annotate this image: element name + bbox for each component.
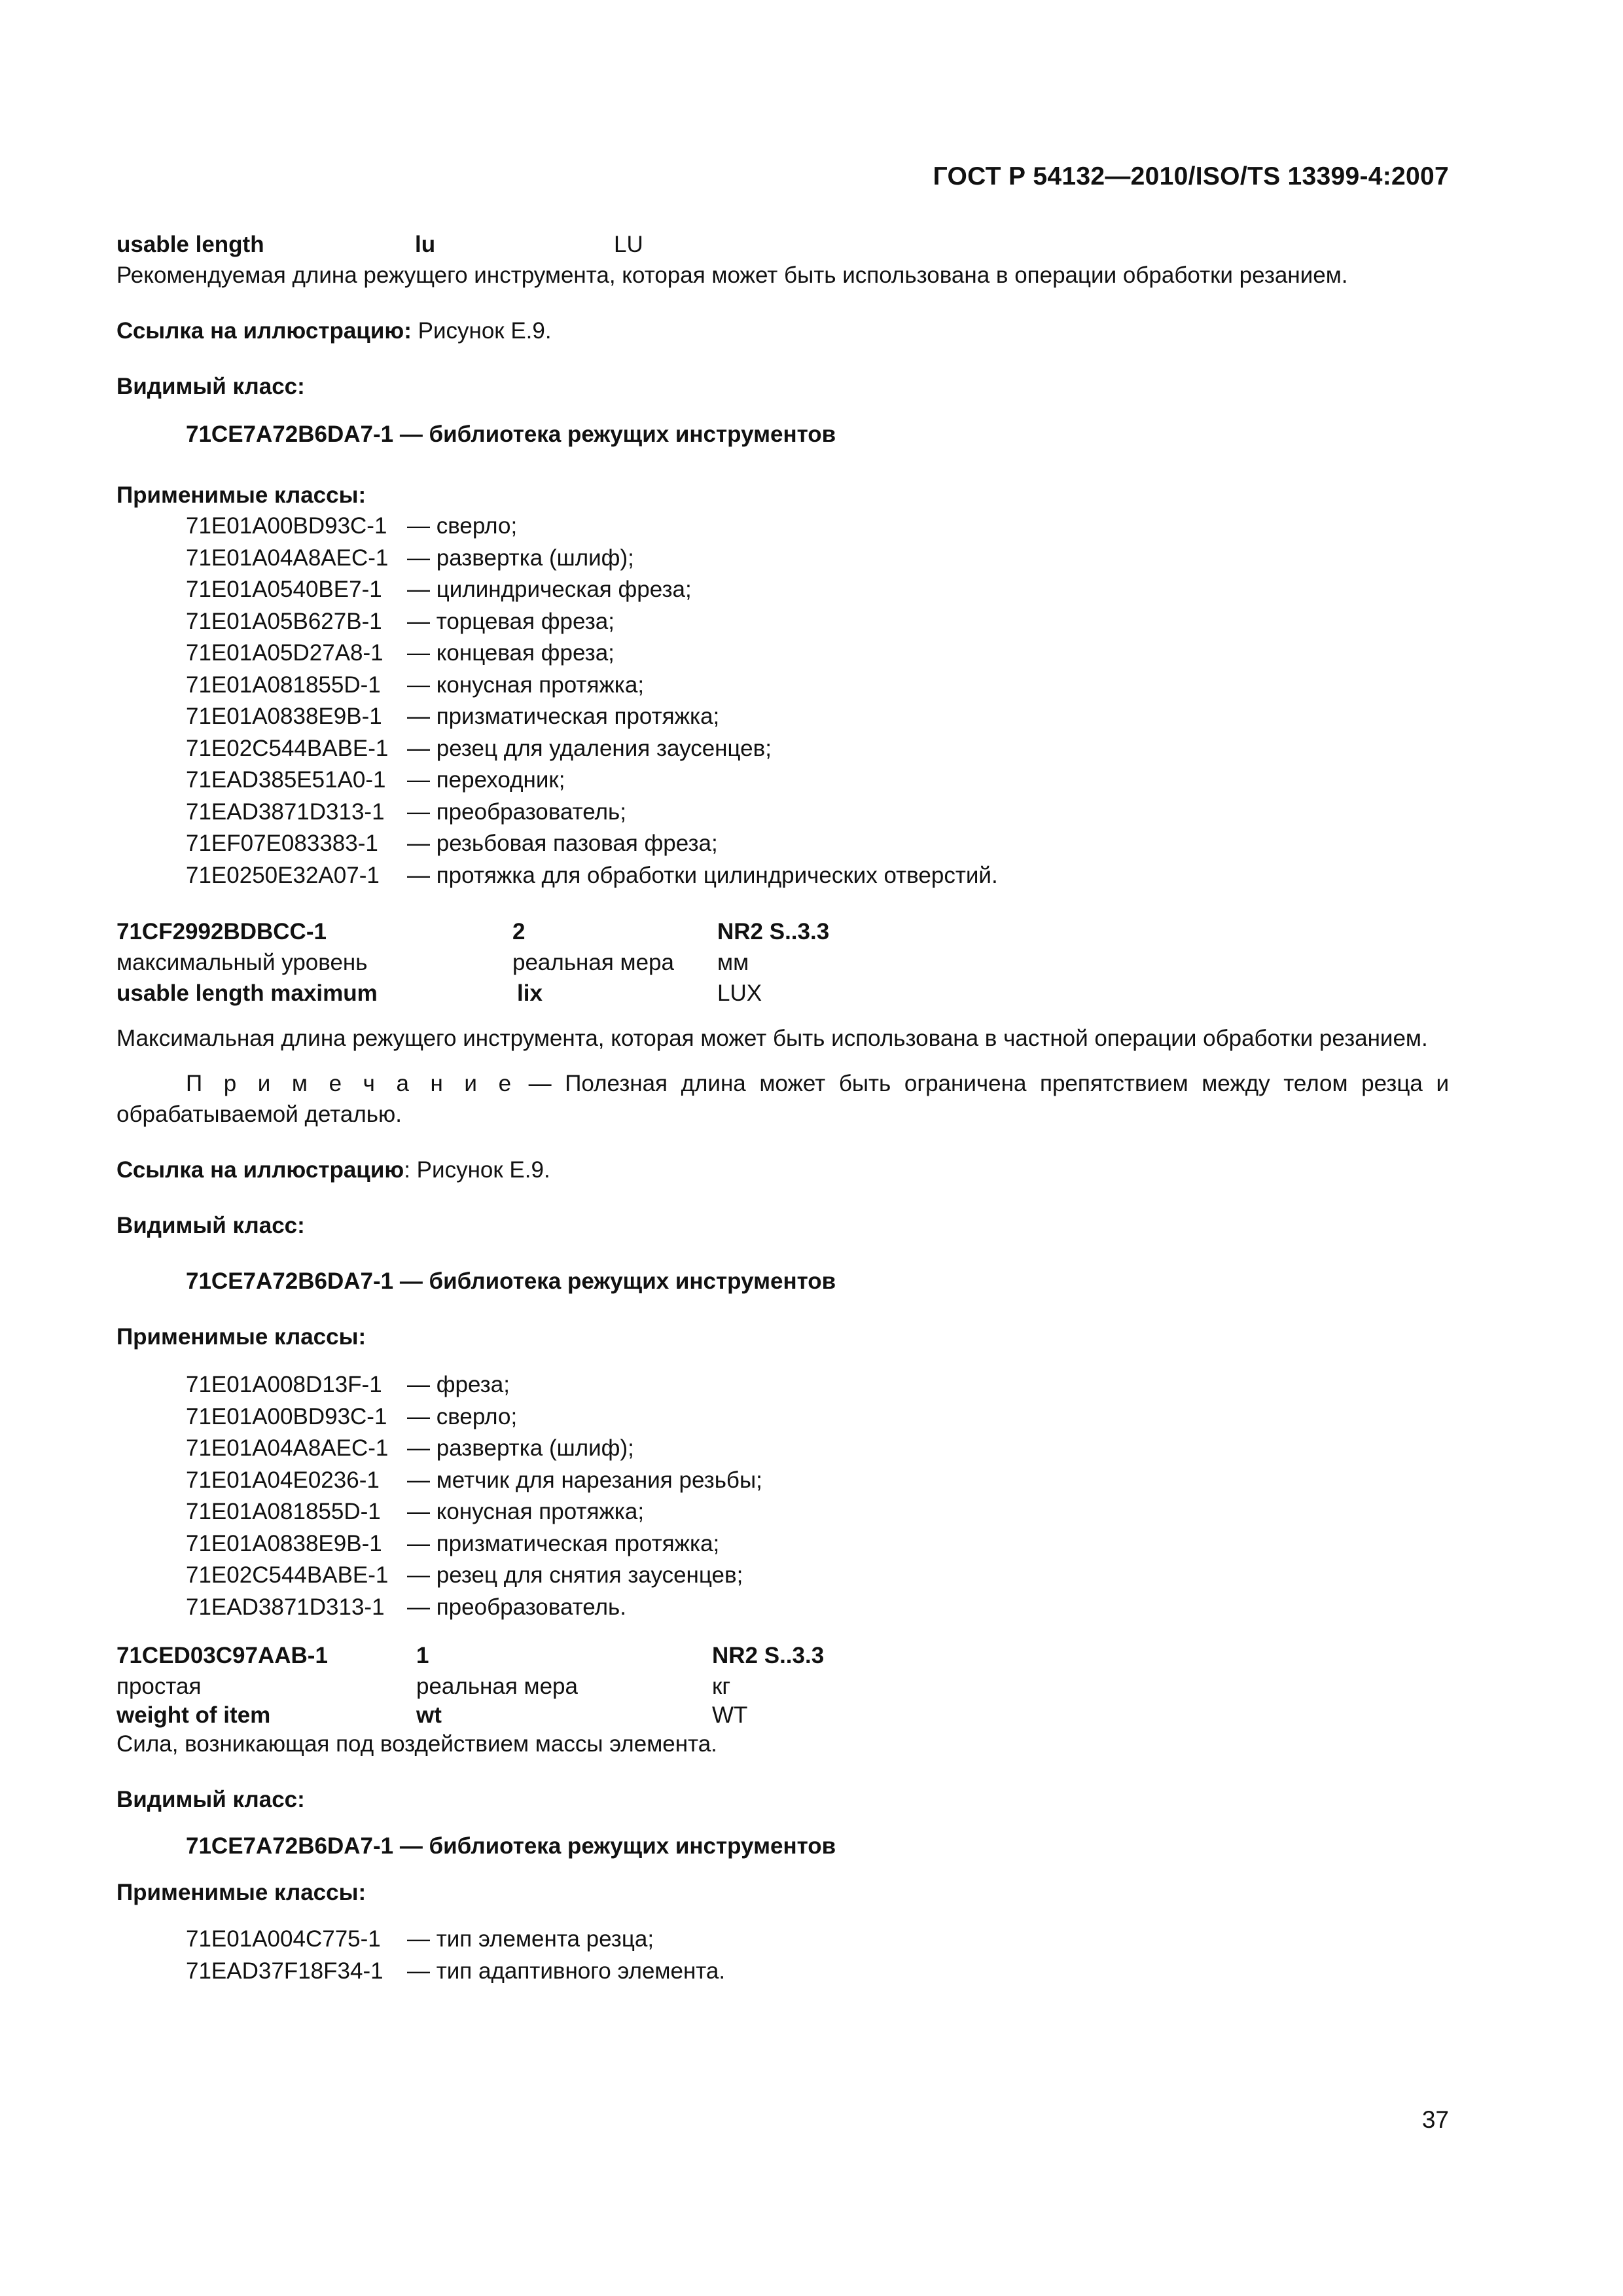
list-item [186, 1528, 1449, 1560]
class-description: — развертка (шлиф); [407, 1435, 634, 1461]
property-code: LU [614, 232, 643, 257]
class-code: 71E02C544BABE-1 [186, 735, 389, 761]
class-code: 71E01A04E0236-1 [186, 1467, 380, 1493]
class-description: — резец для удаления заусенцев; [407, 735, 772, 761]
property-symbol: lix [517, 980, 543, 1006]
page-content [116, 229, 1449, 1987]
property-term: usable length maximum [116, 980, 378, 1006]
list-item [186, 637, 1449, 670]
property-term-row [116, 229, 1449, 260]
class-code: 71E01A00BD93C-1 [186, 513, 387, 539]
property-level: максимальный уровень [116, 950, 368, 975]
class-description: — тип адаптивного элемента. [407, 1958, 726, 1984]
list-item [186, 574, 1449, 606]
visible-class-value: 71CE7A72B6DA7-1 — библиотека режущих инструментов [186, 1833, 836, 1859]
list-item [186, 1369, 1449, 1401]
property-definition: Сила, возникающая под воздействием массы элемента. [116, 1731, 717, 1757]
applicable-classes-label: Применимые классы: [116, 482, 366, 508]
list-item [186, 1560, 1449, 1592]
visible-class-value: 71CE7A72B6DA7-1 — библиотека режущих инструментов [186, 1268, 836, 1294]
class-description: — сверло; [407, 513, 518, 539]
class-code: 71E01A0838E9B-1 [186, 1530, 382, 1556]
reference-value: : Рисунок Е.9. [404, 1157, 550, 1183]
property-note [116, 1068, 1449, 1130]
property-id: 71CED03C97AAB-1 [116, 1643, 328, 1668]
list-item [186, 1924, 1449, 1956]
property-code: WT [712, 1702, 748, 1728]
class-code: 71EF07E083383-1 [186, 831, 378, 856]
list-item [186, 543, 1449, 575]
property-meta-row [116, 1671, 1449, 1700]
applicable-classes-list [116, 511, 1449, 891]
class-description: — метчик для нарезания резьбы; [407, 1467, 762, 1493]
class-description: — конусная протяжка; [407, 1499, 645, 1524]
property-header-row [116, 916, 1449, 947]
class-code: 71E01A05D27A8-1 [186, 640, 383, 666]
list-item [186, 1433, 1449, 1465]
class-description: — протяжка для обработки цилиндрических отверстий. [407, 862, 998, 888]
list-item [186, 1496, 1449, 1528]
class-description: — торцевая фреза; [407, 608, 615, 634]
property-id: 71CF2992BDBCC-1 [116, 919, 327, 944]
class-code: 71E01A04A8AEC-1 [186, 1435, 389, 1461]
class-description: — конусная протяжка; [407, 672, 645, 698]
property-header-row [116, 1640, 1449, 1671]
page-number: 37 [1421, 2106, 1449, 2133]
list-item [186, 860, 1449, 892]
class-code: 71E01A004C775-1 [186, 1926, 381, 1952]
property-symbol: wt [416, 1702, 442, 1728]
class-code: 71EAD3871D313-1 [186, 1594, 385, 1620]
class-description: — тип элемента резца; [407, 1926, 654, 1952]
list-item [186, 701, 1449, 733]
class-description: — резьбовая пазовая фреза; [407, 831, 718, 856]
note-text: — Полезная длина может быть ограничена препятствием между телом резца и обрабатываемой деталью. [116, 1071, 1450, 1127]
property-term-row [116, 978, 1449, 1009]
document-header: ГОСТ Р 54132—2010/ISO/TS 13399-4:2007 [933, 162, 1449, 190]
class-code: 71EAD37F18F34-1 [186, 1958, 383, 1984]
class-code: 71EAD3871D313-1 [186, 798, 385, 825]
class-code: 71E01A04A8AEC-1 [186, 545, 389, 571]
property-term-row [116, 1700, 1449, 1729]
class-description: — развертка (шлиф); [407, 545, 634, 571]
property-level: простая [116, 1674, 202, 1699]
visible-class-value: 71CE7A72B6DA7-1 — библиотека режущих инструментов [186, 422, 836, 447]
list-item [186, 764, 1449, 797]
property-version: 2 [512, 919, 526, 944]
class-code: 71E01A0540BE7-1 [186, 577, 382, 602]
property-meta-row [116, 947, 1449, 978]
class-description: — призматическая протяжка; [407, 704, 720, 729]
list-item [186, 797, 1449, 829]
list-item [186, 733, 1449, 765]
class-description: — призматическая протяжка; [407, 1530, 720, 1556]
class-code: 71E01A0838E9B-1 [186, 704, 382, 729]
reference-value: Рисунок Е.9. [411, 318, 552, 344]
class-code: 71E02C544BABE-1 [186, 1562, 389, 1588]
applicable-classes-label: Применимые классы: [116, 1324, 366, 1350]
property-definition: Рекомендуемая длина режущего инструмента, которая может быть использована в операции обработки резанием. [116, 262, 1348, 288]
property-unit: мм [717, 950, 749, 975]
visible-class-label: Видимый класс: [116, 1213, 305, 1238]
list-item [186, 1401, 1449, 1433]
property-term: usable length [116, 232, 264, 257]
list-item [186, 606, 1449, 638]
property-symbol: lu [415, 232, 436, 257]
class-code: 71E01A00BD93C-1 [186, 1403, 387, 1429]
applicable-classes-list [116, 1369, 1449, 1623]
list-item [186, 828, 1449, 860]
class-description: — преобразователь. [407, 1594, 626, 1620]
illustration-reference [116, 315, 1449, 346]
class-code: 71E01A081855D-1 [186, 1499, 381, 1524]
class-code: 71E0250E32A07-1 [186, 862, 380, 888]
class-description: — цилиндрическая фреза; [407, 577, 692, 602]
class-code: 71E01A081855D-1 [186, 672, 381, 698]
list-item [186, 1956, 1449, 1988]
visible-class-label: Видимый класс: [116, 374, 305, 399]
illustration-reference [116, 1155, 1449, 1185]
applicable-classes-list [116, 1924, 1449, 1987]
property-format: NR2 S..3.3 [712, 1643, 825, 1668]
class-code: 71EAD385E51A0-1 [186, 767, 386, 793]
class-description: — резец для снятия заусенцев; [407, 1562, 743, 1588]
property-definition: Максимальная длина режущего инструмента, которая может быть использована в частной операции обработки резанием. [116, 1026, 1428, 1051]
list-item [186, 670, 1449, 702]
property-measure: реальная мера [416, 1674, 578, 1699]
class-description: — концевая фреза; [407, 640, 615, 666]
list-item [186, 511, 1449, 543]
class-description: — преобразователь; [407, 798, 626, 825]
applicable-classes-label: Применимые классы: [116, 1880, 366, 1905]
class-description: — переходник; [407, 767, 565, 793]
class-description: — фреза; [407, 1372, 510, 1397]
note-label: П р и м е ч а н и е [186, 1071, 516, 1096]
property-code: LUX [717, 980, 762, 1006]
reference-label: Ссылка на иллюстрацию: [116, 318, 412, 344]
reference-label: Ссылка на иллюстрацию [116, 1157, 404, 1183]
list-item [186, 1592, 1449, 1624]
property-measure: реальная мера [512, 950, 674, 975]
visible-class-label: Видимый класс: [116, 1787, 305, 1812]
class-description: — сверло; [407, 1403, 518, 1429]
property-term: weight of item [116, 1702, 271, 1728]
property-unit: кг [712, 1674, 731, 1699]
class-code: 71E01A008D13F-1 [186, 1372, 382, 1397]
list-item [186, 1465, 1449, 1497]
property-format: NR2 S..3.3 [717, 919, 830, 944]
class-code: 71E01A05B627B-1 [186, 608, 382, 634]
property-version: 1 [416, 1643, 429, 1668]
